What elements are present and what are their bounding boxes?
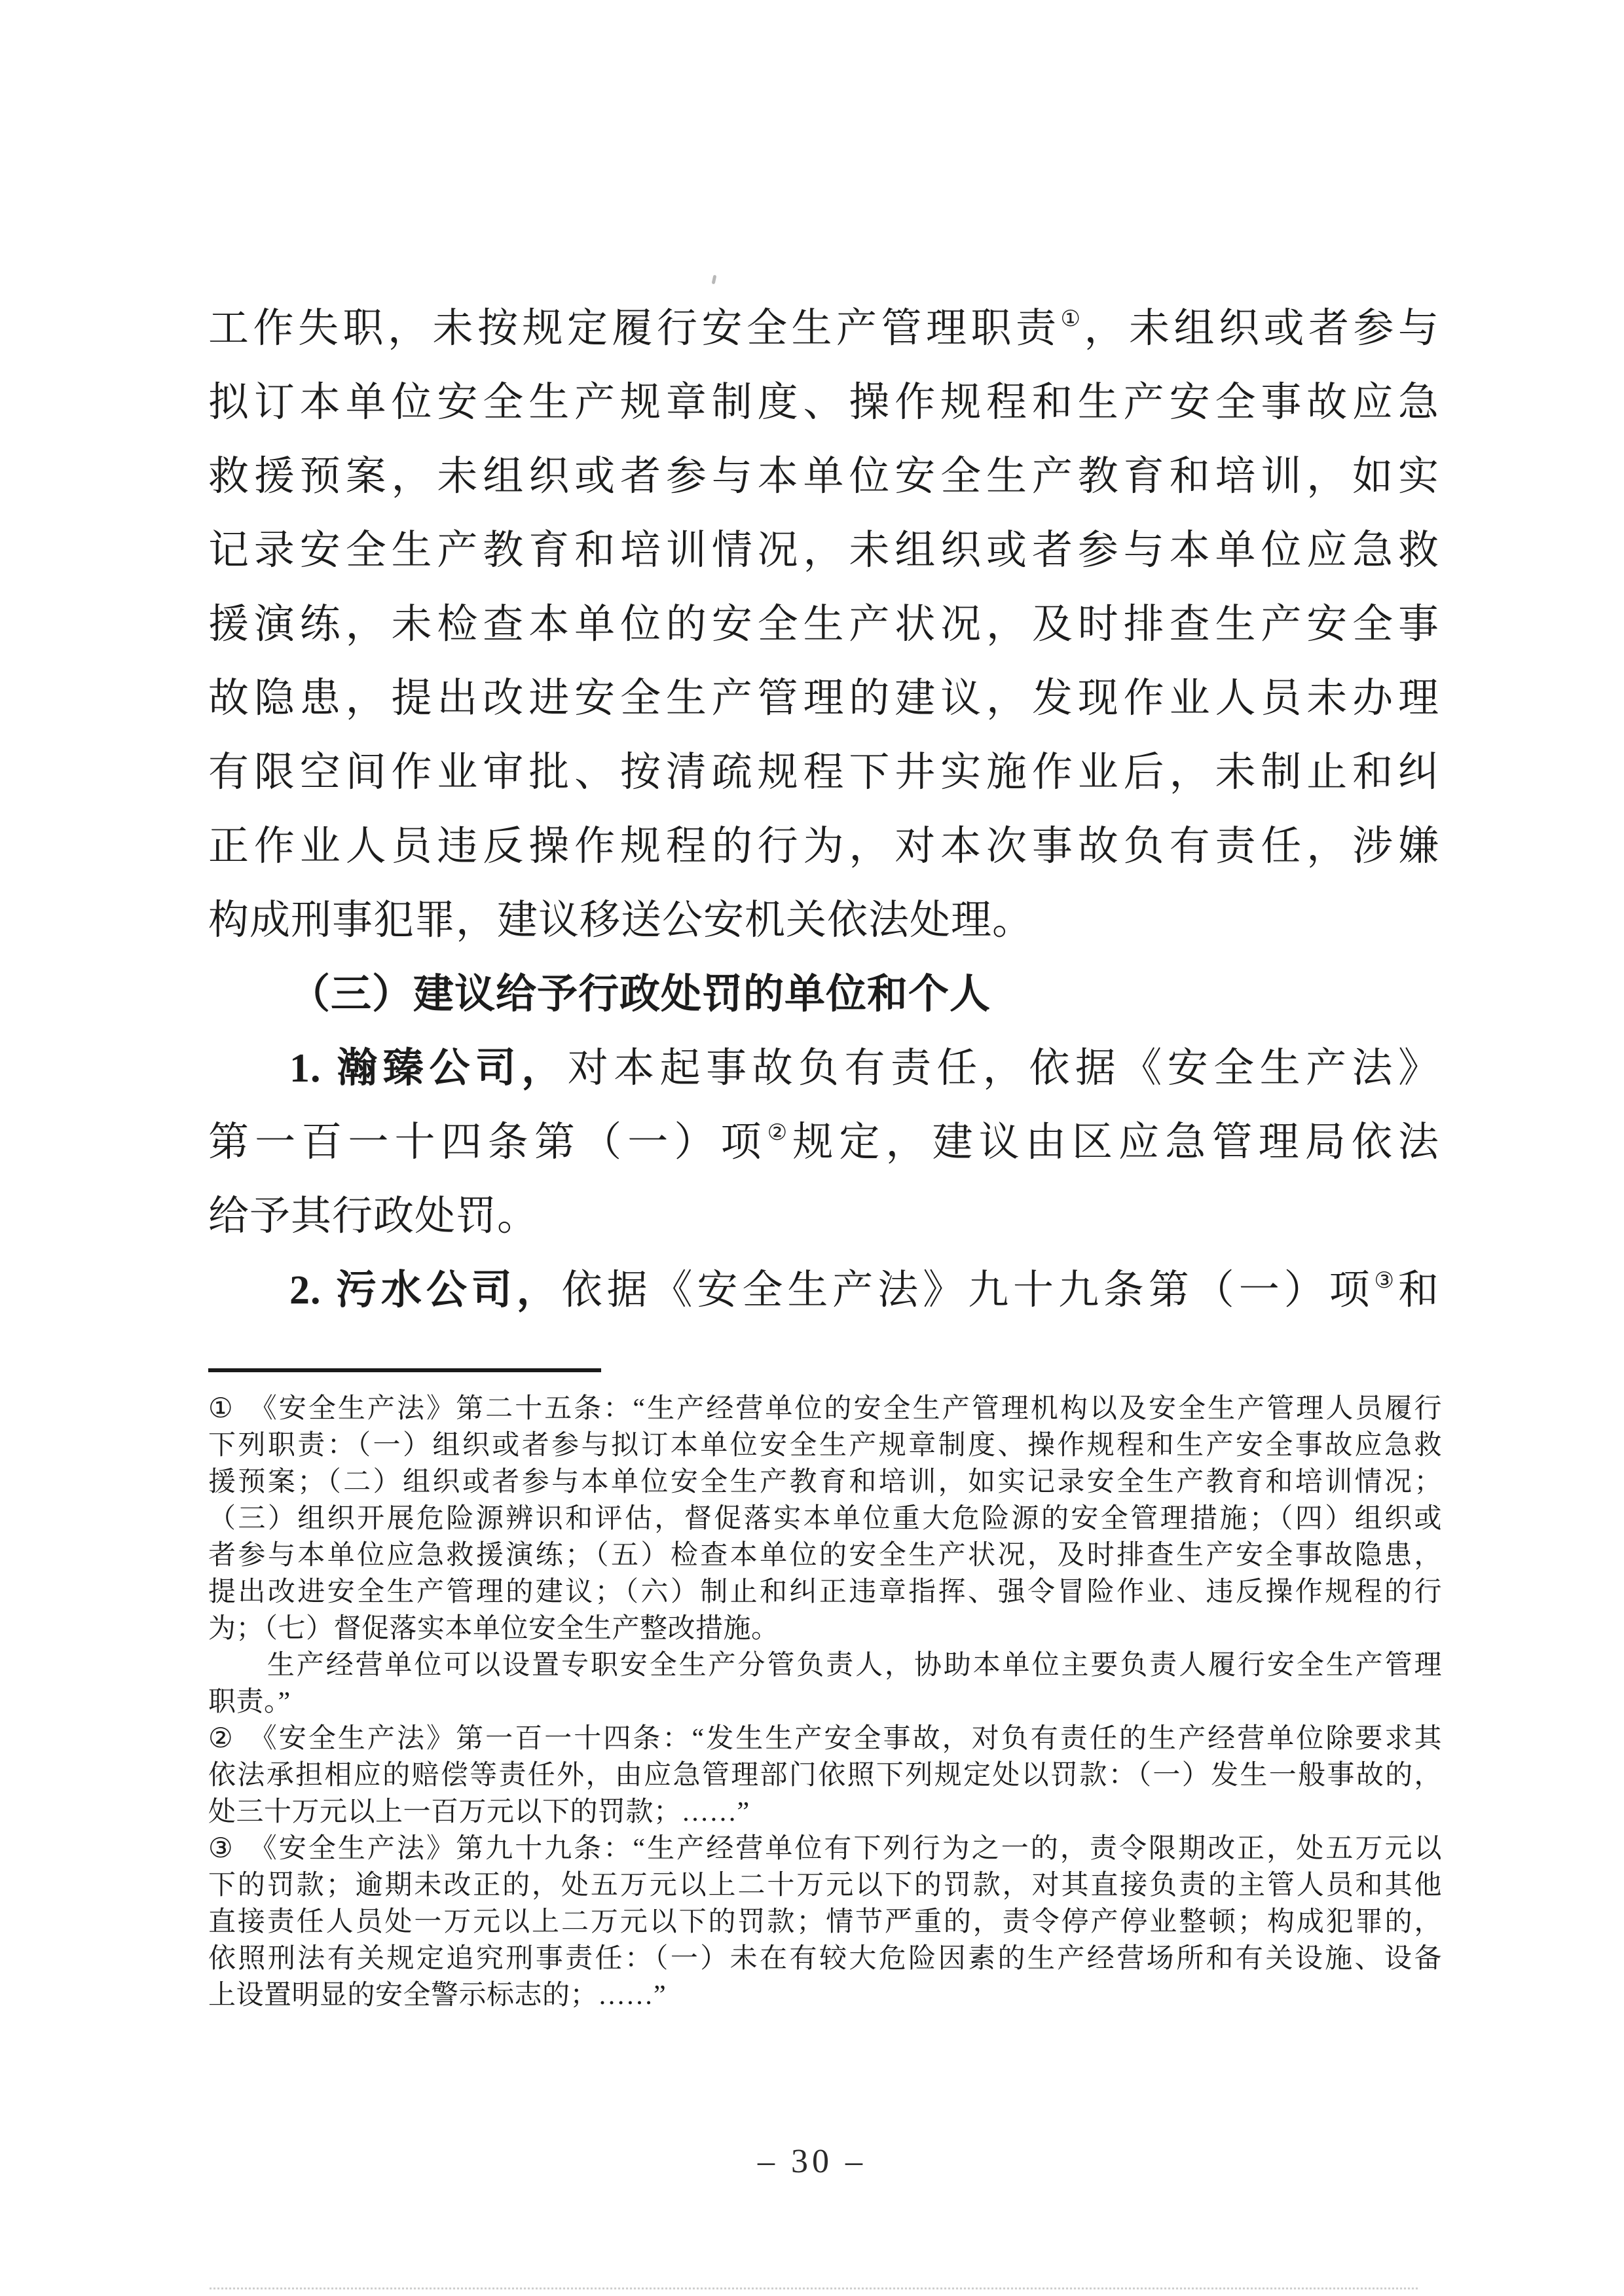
body-line: 工作失职，未按规定履行安全生产管理职责①，未组织或者参与	[208, 306, 1439, 351]
body-line: 给予其行政处罚。	[208, 1194, 539, 1239]
footnote-line: 者参与本单位应急救援演练；（五）检查本单位的安全生产状况，及时排查生产安全事故隐患，	[208, 1540, 1442, 1571]
body-line: 第一百一十四条第（一）项②规定，建议由区应急管理局依法	[208, 1120, 1439, 1165]
footnote-marker-1: ①	[208, 1394, 235, 1424]
body-line: 2. 污水公司，依据《安全生产法》九十九条第（一）项③和	[289, 1268, 1439, 1313]
footnote-ref-3: ③	[1374, 1269, 1398, 1293]
footnote-separator	[208, 1368, 601, 1372]
footnote-line: 处三十万元以上一百万元以下的罚款；……”	[208, 1797, 750, 1827]
body-line: 援演练，未检查本单位的安全生产状况，及时排查生产安全事	[208, 602, 1439, 647]
page-number: – 30 –	[758, 2143, 866, 2180]
footnote-line: 上设置明显的安全警示标志的；……”	[208, 1980, 667, 2011]
footnote-marker-2: ②	[208, 1724, 235, 1754]
footnote-line: 援预案；（二）组织或者参与本单位安全生产教育和培训，如实记录安全生产教育和培训情况；	[208, 1467, 1442, 1497]
body-line: 1. 瀚臻公司，对本起事故负有责任，依据《安全生产法》	[289, 1046, 1439, 1091]
footnotes	[208, 1391, 1442, 2014]
body-line: 拟订本单位安全生产规章制度、操作规程和生产安全事故应急	[208, 380, 1439, 425]
body-line: 故隐患，提出改进安全生产管理的建议，发现作业人员未办理	[208, 676, 1439, 721]
body-line: 构成刑事犯罪，建议移送公安机关依法处理。	[208, 898, 1034, 943]
footnote-line: 为；（七）督促落实本单位安全生产整改措施。	[208, 1614, 779, 1644]
footnote-line: ① 《安全生产法》第二十五条：“生产经营单位的安全生产管理机构以及安全生产管理人员履行	[208, 1394, 1442, 1424]
footnote-line: 依照刑法有关规定追究刑事责任：（一）未在有较大危险因素的生产经营场所和有关设施、设备	[208, 1944, 1442, 1974]
body-line: 正作业人员违反操作规程的行为，对本次事故负有责任，涉嫌	[208, 824, 1439, 869]
footnote-line: 依法承担相应的赔偿等责任外，由应急管理部门依照下列规定处以罚款：（一）发生一般事故的，	[208, 1760, 1442, 1791]
footnote-line: 职责。”	[208, 1687, 291, 1717]
body-text	[208, 292, 1439, 1328]
footnote-line: ③ 《安全生产法》第九十九条：“生产经营单位有下列行为之一的，责令限期改正，处五万元以	[208, 1834, 1442, 1864]
footnote-line: 生产经营单位可以设置专职安全生产分管负责人，协助本单位主要负责人履行安全生产管理	[208, 1650, 1442, 1681]
footnote-line: ② 《安全生产法》第一百一十四条：“发生生产安全事故，对负有责任的生产经营单位除要求其	[208, 1724, 1442, 1754]
body-line: 有限空间作业审批、按清疏规程下井实施作业后，未制止和纠	[208, 750, 1439, 795]
body-line: 记录安全生产教育和培训情况，未组织或者参与本单位应急救	[208, 528, 1439, 573]
footnote-line: 下的罚款；逾期未改正的，处五万元以上二十万元以下的罚款，对其直接负责的主管人员和其他	[208, 1870, 1442, 1901]
footnote-ref-1: ①	[1060, 307, 1084, 331]
footnote-ref-2: ②	[767, 1121, 793, 1145]
footnote-line: 提出改进安全生产管理的建议；（六）制止和纠正违章指挥、强令冒险作业、违反操作规程的行	[208, 1577, 1442, 1607]
scan-speck	[712, 275, 717, 285]
footnote-line: 直接责任人员处一万元以上二万元以下的罚款；情节严重的，责令停产停业整顿；构成犯罪的，	[208, 1907, 1442, 1937]
scan-artifact-line	[210, 2287, 1418, 2289]
footnote-marker-3: ③	[208, 1834, 235, 1864]
footnote-line: 下列职责：（一）组织或者参与拟订本单位安全生产规章制度、操作规程和生产安全事故应急救	[208, 1430, 1442, 1461]
section-heading: （三）建议给予行政处罚的单位和个人	[289, 972, 991, 1017]
footnote-line: （三）组织开展危险源辨识和评估，督促落实本单位重大危险源的安全管理措施；（四）组织或	[208, 1504, 1442, 1534]
body-line: 救援预案，未组织或者参与本单位安全生产教育和培训，如实	[208, 454, 1439, 499]
